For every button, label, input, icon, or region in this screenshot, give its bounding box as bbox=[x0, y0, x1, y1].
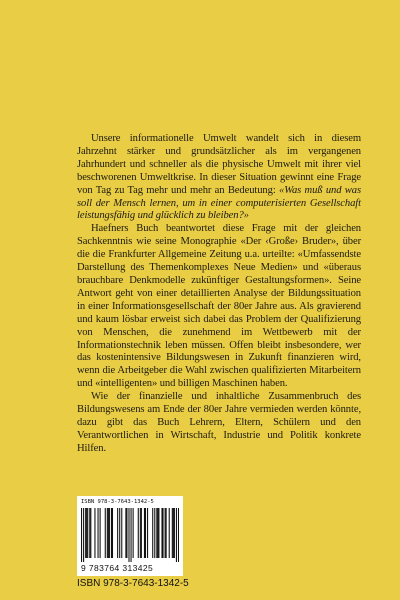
barcode-bar bbox=[125, 508, 126, 558]
barcode-bar bbox=[90, 508, 91, 558]
barcode-bar bbox=[138, 508, 139, 558]
barcode-bar bbox=[98, 508, 99, 558]
blurb-paragraph-2 bbox=[77, 223, 361, 391]
barcode-panel bbox=[77, 496, 183, 576]
barcode-bar bbox=[107, 508, 108, 558]
isbn-label: ISBN 978-3-7643-1342-5 bbox=[77, 578, 189, 589]
barcode-bar bbox=[161, 508, 162, 558]
barcode-bar bbox=[119, 508, 120, 558]
barcode-block bbox=[77, 496, 189, 591]
barcode-bar bbox=[166, 508, 167, 558]
barcode-bar bbox=[83, 508, 84, 562]
barcode-bar bbox=[89, 508, 90, 558]
barcode-bar bbox=[147, 508, 148, 558]
barcode-bar bbox=[140, 508, 141, 558]
barcode-bar bbox=[156, 508, 157, 558]
barcode-bar bbox=[87, 508, 88, 558]
barcode-bar bbox=[141, 508, 142, 558]
barcode-bar bbox=[152, 508, 153, 558]
blurb-text bbox=[77, 133, 361, 456]
barcode-bar bbox=[162, 508, 163, 558]
blurb-paragraph-3 bbox=[77, 391, 361, 456]
barcode-bar bbox=[133, 508, 134, 558]
barcode-bar bbox=[112, 508, 113, 558]
barcode-bar bbox=[85, 508, 86, 558]
barcode-bar bbox=[165, 508, 166, 558]
barcode-bar bbox=[108, 508, 109, 558]
blurb-paragraph-1 bbox=[77, 133, 361, 223]
barcode-bar bbox=[126, 508, 127, 558]
barcode-bar bbox=[169, 508, 170, 558]
isbn-top-label: ISBN 978-3-7643-1342-5 bbox=[81, 499, 154, 505]
barcode-bar bbox=[128, 508, 129, 562]
barcode-bar bbox=[81, 508, 82, 562]
paragraph-text: Haefners Buch beantwortet diese Frage mit der gleichen Sachkenntnis wie seine Monographie «Der ‹Große› Bruder», über die die Frankfurter Allgemeine Zeitung u.a. urteilte: «Umfassendste Darstellung des Themenkomplexes Neue Medien» und «überaus brauchbare Denkmodelle zukünftiger Gestaltungsformen». Seine Antwort geht von einer detaillierten Analyse der Bildungssituation in einer Informationsgesellschaft der 80er Jahre aus. Als gravierend und kaum lösbar erweist sich dabei das Problem der Qualifizierung von Menschen, die zunehmend im Wettbewerb mit der Informationstechnik leben müssen. Offen bleibt insbesondere, wer das kostenintensive Bildungswesen in Zukunft finanzieren wird, wenn die Arbeitgeber die Wahl zwischen qualifizierten Mitarbeitern und «intelligenten» und billigen Maschinen haben. bbox=[77, 223, 361, 390]
barcode-bar bbox=[86, 508, 87, 558]
barcode-bar bbox=[109, 508, 110, 558]
barcode-bar bbox=[111, 508, 112, 558]
barcode-bar bbox=[172, 508, 173, 558]
barcode-bar bbox=[174, 508, 175, 558]
barcode-bar bbox=[144, 508, 145, 558]
barcode-bar bbox=[158, 508, 159, 558]
barcode-bar bbox=[131, 508, 132, 562]
barcode-graphic bbox=[81, 508, 179, 562]
paragraph-text: Wie der finanzielle und inhaltliche Zusammenbruch des Bildungswesens am Ende der 80er Jahre vermieden werden könnte, dazu gibt das Buch Lehrern, Eltern, Schülern und den Verantwortlichen in Wirtschaft, Industrie und Politik konkrete Hilfen. bbox=[77, 391, 361, 454]
barcode-bar bbox=[117, 508, 118, 558]
barcode-bar bbox=[94, 508, 95, 558]
barcode-bar bbox=[154, 508, 155, 558]
barcode-bar bbox=[145, 508, 146, 558]
barcode-bar bbox=[100, 508, 101, 558]
barcode-bar bbox=[121, 508, 122, 558]
quoted-question: «Was muß und was soll der Mensch lernen, um in einer computerisierten Gesellschaft leistungsfähig und glücklich zu bleiben?» bbox=[77, 184, 361, 222]
barcode-bar bbox=[176, 508, 177, 562]
barcode-bar bbox=[178, 508, 179, 562]
ean-digits: 9 783764 313425 bbox=[81, 563, 154, 573]
barcode-bar bbox=[157, 508, 158, 558]
paragraph-text: Unsere informationelle Umwelt wandelt sich in diesem Jahrzehnt stärker und grundsätzlicher als im vergangenen Jahrhundert und schneller als die physische Umwelt mit ihrer viel beschworenen Umweltkrise. In dieser Situation gewinnt eine Frage von Tag zu Tag mehr und mehr an Bedeutung: bbox=[77, 133, 361, 196]
barcode-bar bbox=[173, 508, 174, 558]
barcode-bar bbox=[105, 508, 106, 558]
